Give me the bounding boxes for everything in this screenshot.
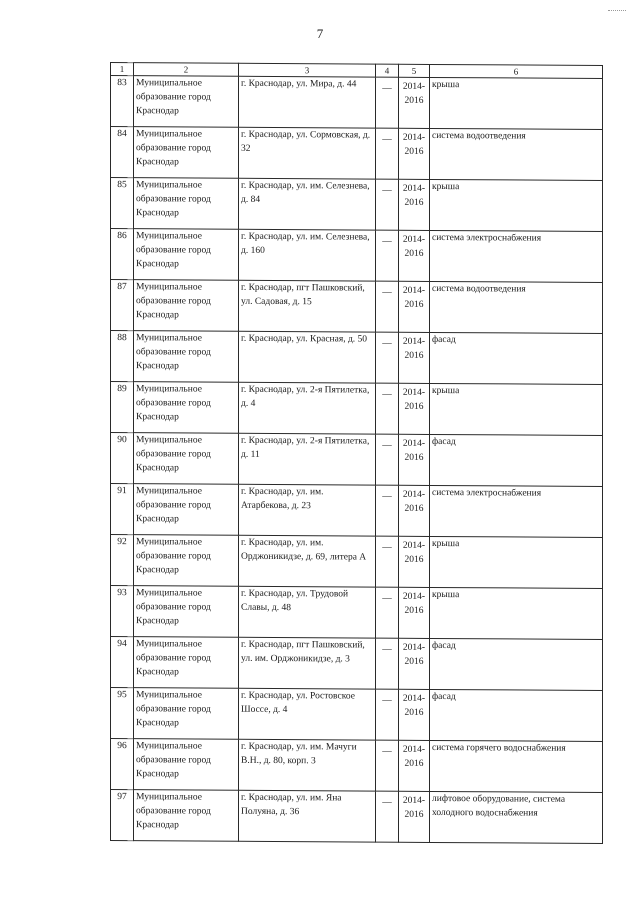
work-type-cell-text: крыша — [432, 589, 460, 601]
row-number-text: 83 — [117, 78, 127, 89]
row-number — [111, 586, 134, 637]
col4-cell — [376, 383, 399, 434]
header-col-6: 6 — [430, 64, 603, 78]
owner-cell — [134, 484, 239, 536]
row-number — [111, 76, 134, 127]
owner-cell-text: Муниципальное образование город Краснодар — [136, 78, 211, 116]
period-cell — [399, 281, 430, 332]
col4-cell-text: — — [382, 542, 392, 553]
col4-cell-text: — — [382, 797, 392, 808]
table-row — [111, 382, 603, 436]
col4-cell — [376, 536, 399, 587]
address-cell — [239, 433, 376, 485]
period-cell-text: 2014-2016 — [402, 795, 426, 820]
owner-cell-text: Муниципальное образование город Краснодар — [136, 486, 211, 524]
col4-cell-text: — — [382, 389, 392, 400]
address-cell — [239, 688, 376, 740]
period-cell — [399, 638, 430, 689]
owner-cell-text: Муниципальное образование город Краснодар — [136, 231, 211, 269]
period-cell-text: 2014-2016 — [402, 591, 426, 616]
col4-cell-text: — — [382, 287, 392, 298]
work-type-cell-text: крыша — [432, 181, 460, 193]
address-cell — [239, 229, 376, 281]
work-type-cell — [430, 128, 603, 180]
address-cell — [239, 637, 376, 689]
scan-mark — [608, 10, 626, 13]
table-row — [111, 637, 603, 691]
owner-cell — [134, 229, 239, 281]
address-cell — [239, 76, 376, 128]
table-row — [111, 331, 603, 385]
address-cell — [239, 382, 376, 434]
address-cell — [239, 586, 376, 638]
period-cell-text: 2014-2016 — [402, 489, 426, 514]
period-cell — [399, 740, 430, 791]
period-cell — [399, 332, 430, 383]
row-number — [111, 790, 134, 841]
page-number: 7 — [316, 26, 324, 41]
table-row — [111, 535, 603, 589]
address-cell-text: г. Краснодар, пгт Пашковский, ул. им. Орджоникидзе, д. 3 — [241, 639, 365, 665]
work-type-cell — [430, 536, 603, 588]
table-row — [111, 229, 603, 283]
row-number-text: 95 — [117, 690, 127, 701]
col4-cell-text: — — [382, 644, 392, 655]
work-type-cell — [430, 587, 603, 639]
period-cell-text: 2014-2016 — [402, 81, 426, 106]
period-cell-text: 2014-2016 — [402, 387, 426, 412]
period-cell — [399, 587, 430, 638]
owner-cell — [134, 127, 239, 179]
work-type-cell-text: фасад — [432, 436, 456, 448]
col4-cell — [376, 281, 399, 332]
work-type-cell-text: система электроснабжения — [432, 232, 542, 244]
table-row — [111, 586, 603, 640]
row-number — [111, 331, 134, 382]
period-cell-text: 2014-2016 — [402, 642, 426, 667]
row-number — [111, 178, 134, 229]
row-number-text: 94 — [117, 639, 127, 650]
address-cell-text: г. Краснодар, ул. им. Яна Полуяна, д. 36 — [241, 792, 342, 817]
owner-cell — [134, 382, 239, 434]
address-cell-text: г. Краснодар, ул. им. Селезнева, д. 84 — [241, 180, 370, 205]
period-cell — [399, 485, 430, 536]
work-type-cell — [430, 281, 603, 333]
owner-cell — [134, 688, 239, 740]
owner-cell-text: Муниципальное образование город Краснодар — [136, 282, 211, 320]
header-col-2: 2 — [134, 63, 239, 77]
address-cell — [239, 280, 376, 332]
work-type-cell-text: система горячего водоснабжения — [432, 742, 566, 754]
work-type-cell-text: крыша — [432, 385, 460, 397]
owner-cell-text: Муниципальное образование город Краснодар — [136, 435, 211, 473]
col4-cell-text: — — [382, 236, 392, 247]
col4-cell — [376, 791, 399, 842]
row-number-text: 90 — [117, 435, 127, 446]
work-type-cell — [430, 179, 603, 231]
table-row — [111, 790, 603, 844]
period-cell — [399, 434, 430, 485]
work-type-cell-text: лифтовое оборудование, система холодного водоснабжения — [432, 793, 566, 819]
col4-cell-text: — — [382, 695, 392, 706]
address-cell — [239, 739, 376, 791]
row-number — [111, 739, 134, 790]
col4-cell-text: — — [382, 746, 392, 757]
address-cell-text: г. Краснодар, ул. 2-я Пятилетка, д. 11 — [241, 435, 370, 460]
work-type-cell — [430, 77, 603, 129]
address-cell-text: г. Краснодар, ул. Трудовой Славы, д. 48 — [241, 588, 349, 613]
col4-cell-text: — — [382, 491, 392, 502]
row-number-text: 92 — [117, 537, 127, 548]
address-cell-text: г. Краснодар, ул. Сормовская, д. 32 — [241, 129, 371, 154]
row-number — [111, 535, 134, 586]
address-cell-text: г. Краснодар, пгт Пашковский, ул. Садовая, д. 15 — [241, 282, 365, 307]
row-number-text: 87 — [117, 282, 127, 293]
col4-cell-text: — — [382, 185, 392, 196]
row-number — [111, 484, 134, 535]
row-number — [111, 688, 134, 739]
address-cell — [239, 331, 376, 383]
work-type-cell — [430, 434, 603, 486]
header-col-1: 1 — [111, 63, 134, 76]
period-cell — [399, 77, 430, 128]
work-type-cell — [430, 383, 603, 435]
header-col-5: 5 — [399, 64, 430, 77]
owner-cell — [134, 178, 239, 230]
header-col-3: 3 — [239, 63, 376, 77]
table-row — [111, 688, 603, 742]
col4-cell — [376, 689, 399, 740]
owner-cell-text: Муниципальное образование город Краснодар — [136, 129, 211, 167]
period-cell-text: 2014-2016 — [402, 438, 426, 463]
owner-cell-text: Муниципальное образование город Краснодар — [136, 792, 211, 830]
work-type-cell-text: крыша — [432, 79, 460, 91]
row-number — [111, 127, 134, 178]
address-cell-text: г. Краснодар, ул. им. Мачуги В.Н., д. 80, корп. 3 — [241, 741, 357, 767]
address-cell-text: г. Краснодар, ул. Мира, д. 44 — [241, 78, 357, 90]
header-col-4: 4 — [376, 64, 399, 77]
work-type-cell-text: фасад — [432, 640, 456, 652]
table-row — [111, 76, 603, 130]
address-cell-text: г. Краснодар, ул. Ростовское Шоссе, д. 4 — [241, 690, 355, 715]
owner-cell — [134, 637, 239, 689]
address-cell-text: г. Краснодар, ул. им. Орджоникидзе, д. 69, литера А — [241, 537, 367, 563]
row-number-text: 88 — [117, 333, 127, 344]
period-cell — [399, 383, 430, 434]
owner-cell-text: Муниципальное образование город Краснодар — [136, 588, 211, 626]
address-cell — [239, 535, 376, 587]
work-type-cell-text: система водоотведения — [432, 130, 526, 142]
table-row — [111, 739, 603, 793]
period-cell — [399, 179, 430, 230]
owner-cell — [134, 535, 239, 587]
period-cell-text: 2014-2016 — [402, 336, 426, 361]
row-number — [111, 637, 134, 688]
address-cell-text: г. Краснодар, ул. Красная, д. 50 — [241, 333, 368, 345]
col4-cell — [376, 332, 399, 383]
period-cell — [399, 536, 430, 587]
col4-cell — [376, 434, 399, 485]
col4-cell-text: — — [382, 83, 392, 94]
row-number-text: 93 — [117, 588, 127, 599]
owner-cell — [134, 280, 239, 332]
address-cell — [239, 178, 376, 230]
work-type-cell — [430, 740, 603, 792]
owner-cell-text: Муниципальное образование город Краснодар — [136, 741, 211, 779]
address-cell — [239, 484, 376, 536]
col4-cell-text: — — [382, 440, 392, 451]
period-cell — [399, 128, 430, 179]
row-number-text: 97 — [117, 792, 127, 803]
work-type-cell — [430, 689, 603, 741]
owner-cell — [134, 586, 239, 638]
table-row — [111, 127, 603, 181]
owner-cell — [134, 790, 239, 842]
table-row — [111, 484, 603, 538]
table-row — [111, 433, 603, 487]
repair-registry-table — [110, 62, 603, 844]
period-cell-text: 2014-2016 — [402, 744, 426, 769]
owner-cell-text: Муниципальное образование город Краснодар — [136, 333, 211, 371]
period-cell-text: 2014-2016 — [402, 693, 426, 718]
period-cell — [399, 689, 430, 740]
work-type-cell-text: фасад — [432, 691, 456, 703]
work-type-cell-text: система водоотведения — [432, 283, 526, 295]
col4-cell-text: — — [382, 134, 392, 145]
period-cell-text: 2014-2016 — [402, 234, 426, 259]
work-type-cell — [430, 230, 603, 282]
period-cell-text: 2014-2016 — [402, 285, 426, 310]
row-number-text: 86 — [117, 231, 127, 242]
row-number-text: 89 — [117, 384, 127, 395]
address-cell-text: г. Краснодар, ул. им. Атарбекова, д. 23 — [241, 486, 324, 511]
col4-cell — [376, 485, 399, 536]
row-number — [111, 280, 134, 331]
col4-cell — [376, 77, 399, 128]
col4-cell — [376, 638, 399, 689]
row-number — [111, 433, 134, 484]
work-type-cell — [430, 791, 603, 843]
period-cell — [399, 791, 430, 842]
address-cell-text: г. Краснодар, ул. им. Селезнева, д. 160 — [241, 231, 370, 256]
row-number-text: 85 — [117, 180, 127, 191]
owner-cell-text: Муниципальное образование город Краснодар — [136, 180, 211, 218]
period-cell-text: 2014-2016 — [402, 183, 426, 208]
col4-cell — [376, 230, 399, 281]
address-cell — [239, 790, 376, 842]
owner-cell-text: Муниципальное образование город Краснодар — [136, 639, 211, 677]
col4-cell — [376, 179, 399, 230]
row-number-text: 91 — [117, 486, 127, 497]
work-type-cell-text: крыша — [432, 538, 460, 550]
work-type-cell-text: система электроснабжения — [432, 487, 542, 499]
work-type-cell — [430, 332, 603, 384]
owner-cell — [134, 739, 239, 791]
col4-cell-text: — — [382, 338, 392, 349]
col4-cell — [376, 128, 399, 179]
col4-cell — [376, 740, 399, 791]
table-row — [111, 280, 603, 334]
period-cell-text: 2014-2016 — [402, 540, 426, 565]
period-cell — [399, 230, 430, 281]
table-row — [111, 178, 603, 232]
row-number-text: 96 — [117, 741, 127, 752]
owner-cell-text: Муниципальное образование город Краснодар — [136, 384, 211, 422]
row-number — [111, 229, 134, 280]
address-cell — [239, 127, 376, 179]
owner-cell — [134, 331, 239, 383]
work-type-cell — [430, 638, 603, 690]
work-type-cell — [430, 485, 603, 537]
owner-cell — [134, 433, 239, 485]
owner-cell — [134, 76, 239, 128]
col4-cell-text: — — [382, 593, 392, 604]
owner-cell-text: Муниципальное образование город Краснодар — [136, 537, 211, 575]
work-type-cell-text: фасад — [432, 334, 456, 346]
owner-cell-text: Муниципальное образование город Краснодар — [136, 690, 211, 728]
period-cell-text: 2014-2016 — [402, 132, 426, 157]
col4-cell — [376, 587, 399, 638]
row-number-text: 84 — [117, 129, 127, 140]
address-cell-text: г. Краснодар, ул. 2-я Пятилетка, д. 4 — [241, 384, 370, 409]
row-number — [111, 382, 134, 433]
